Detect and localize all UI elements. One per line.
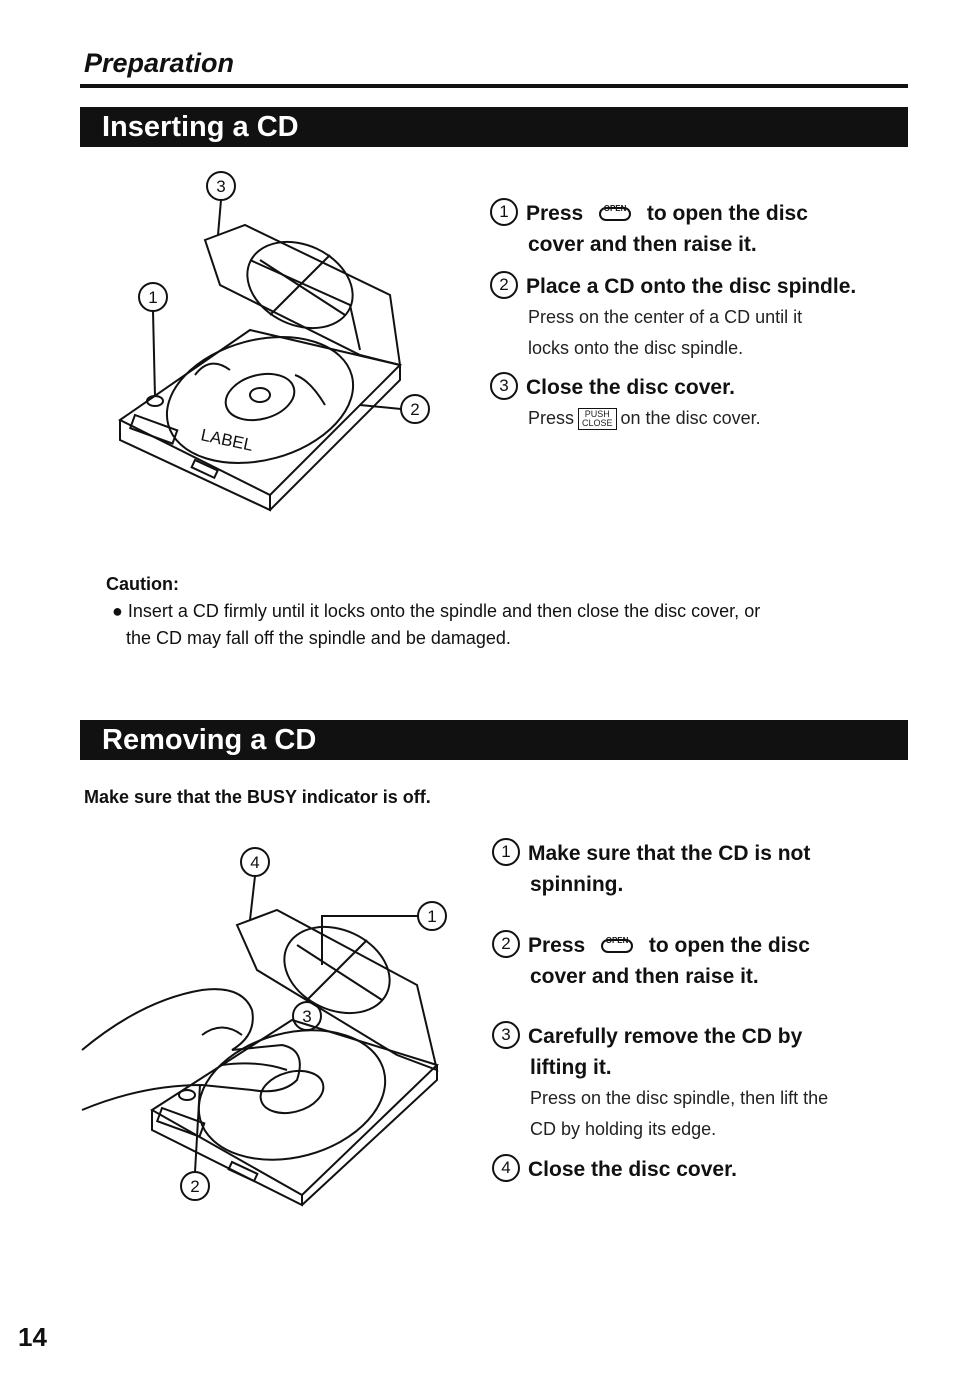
step-number: 2 xyxy=(492,930,520,958)
open-button-icon: OPEN xyxy=(597,939,637,953)
remove-callout-2: 2 xyxy=(190,1177,200,1196)
remove-step-1: 1 Make sure that the CD is not spinning. xyxy=(492,838,922,900)
removing-title-bar xyxy=(80,720,908,760)
insert-step-1: 1 Press OPEN to open the disc cover and then raise it. xyxy=(490,198,920,260)
page-number: 14 xyxy=(18,1322,47,1352)
insert-callout-2: 2 xyxy=(410,400,420,419)
remove-callout-1: 1 xyxy=(427,907,437,926)
caution-text: ● Insert a CD firmly until it locks onto the spindle and then close the disc cover, or the CD may fall off the spindle and be damaged. xyxy=(112,601,761,648)
remove-callout-3: 3 xyxy=(302,1007,312,1026)
step-number: 1 xyxy=(492,838,520,866)
inserting-title-bar xyxy=(80,107,908,147)
header-rule xyxy=(80,84,908,88)
push-close-button-icon: PUSH CLOSE xyxy=(578,408,617,430)
bullet-icon: ● xyxy=(112,601,123,621)
insert-cd-illustration xyxy=(110,165,450,515)
insert-step-2: 2 Place a CD onto the disc spindle. xyxy=(490,271,920,302)
remove-steps xyxy=(492,838,922,1185)
step-number: 1 xyxy=(490,198,518,226)
insert-step-2-note-1: Press on the center of a CD until it xyxy=(528,307,803,327)
insert-steps xyxy=(490,198,920,434)
remove-cd-illustration xyxy=(82,840,462,1210)
section-header: Preparation xyxy=(84,48,235,78)
open-button-icon: OPEN xyxy=(595,207,635,221)
removing-title: Removing a CD xyxy=(102,724,317,756)
busy-indicator-prereq: Make sure that the BUSY indicator is off. xyxy=(84,787,431,807)
step-number: 3 xyxy=(492,1021,520,1049)
insert-step-2-note-2: locks onto the disc spindle. xyxy=(528,338,744,358)
step-number: 2 xyxy=(490,271,518,299)
step-number: 4 xyxy=(492,1154,520,1182)
inserting-title: Inserting a CD xyxy=(102,111,299,143)
insert-step-3: 3 Close the disc cover. xyxy=(490,372,920,403)
insert-callout-1: 1 xyxy=(148,288,158,307)
insert-step-3-note: Press PUSH CLOSE on the disc cover. xyxy=(528,408,761,429)
remove-callout-4: 4 xyxy=(250,853,260,872)
insert-callout-3: 3 xyxy=(216,177,226,196)
remove-step-2: 2 Press OPEN to open the disc cover and then raise it. xyxy=(492,930,922,992)
remove-step-3-note-2: CD by holding its edge. xyxy=(530,1119,717,1139)
disc-label-text: LABEL xyxy=(199,425,255,455)
remove-step-4: 4 Close the disc cover. xyxy=(492,1154,922,1185)
remove-step-3: 3 Carefully remove the CD by lifting it. xyxy=(492,1021,922,1083)
caution-title: Caution: xyxy=(106,574,179,594)
remove-step-3-note-1: Press on the disc spindle, then lift the xyxy=(530,1088,829,1108)
step-number: 3 xyxy=(490,372,518,400)
